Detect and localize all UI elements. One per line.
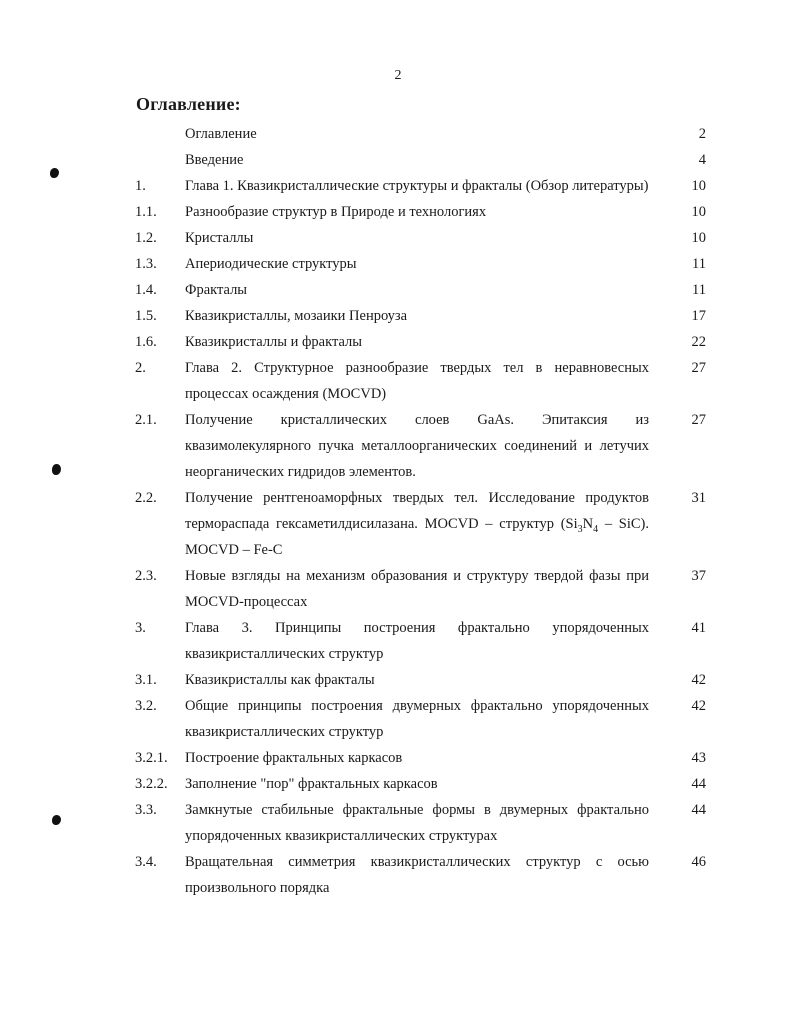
- toc-entry-page: 46: [691, 854, 706, 870]
- toc-entry-number: 1.3.: [135, 256, 157, 272]
- toc-entry-number: 1.2.: [135, 230, 157, 246]
- toc-entry-number: 1.: [135, 178, 146, 194]
- page-number: 2: [394, 68, 402, 83]
- toc-entry-page: 10: [691, 178, 706, 194]
- toc-entry-title: Заполнение "пор" фрактальных каркасов: [185, 776, 438, 792]
- toc-entry-number: 3.2.1.: [135, 750, 168, 766]
- toc-entry-page: 10: [691, 230, 706, 246]
- toc-entry-title: Новые взгляды на механизм образования и структуру твердой фазы при MOCVD-процессах: [185, 568, 649, 610]
- toc-entry: [0, 173, 796, 199]
- toc-entry: [0, 849, 796, 901]
- toc-entry-title: Глава 1. Квазикристаллические структуры и фракталы (Обзор литературы): [185, 178, 649, 194]
- toc-entry-title: Замкнутые стабильные фрактальные формы в двумерных фрактально упорядоченных квазикристаллических структурах: [185, 802, 649, 844]
- toc-entry-page: 27: [691, 360, 706, 376]
- toc-entry-title: Глава 3. Принципы построения фрактально упорядоченных квазикристаллических структур: [185, 620, 649, 662]
- toc-entry-number: 1.1.: [135, 204, 157, 220]
- toc-entry: [0, 147, 796, 173]
- toc-entry-number: 3.2.2.: [135, 776, 168, 792]
- toc-entry-page: 11: [692, 256, 706, 272]
- toc-entry: [0, 693, 796, 745]
- toc-entry-number: 3.2.: [135, 698, 157, 714]
- toc-entry-title: Квазикристаллы, мозаики Пенроуза: [185, 308, 408, 324]
- toc-entry: [0, 329, 796, 355]
- toc-entry-page: 44: [691, 802, 706, 818]
- toc-entry: [0, 225, 796, 251]
- toc-entry-page: 10: [691, 204, 706, 220]
- toc-entry: [0, 355, 796, 407]
- toc-entry-number: 1.4.: [135, 282, 157, 298]
- toc-entry: [0, 563, 796, 615]
- toc-entry-title: Вращательная симметрия квазикристаллических структур с осью произвольного порядка: [185, 854, 649, 896]
- toc-entry: [0, 251, 796, 277]
- toc-entry: [0, 745, 796, 771]
- toc-entry: [0, 771, 796, 797]
- toc-entry-title: Квазикристаллы и фракталы: [185, 334, 363, 350]
- toc-entry-number: 2.: [135, 360, 146, 376]
- toc-entry-number: 3.1.: [135, 672, 157, 688]
- toc-entry-page: 4: [698, 152, 706, 168]
- toc-entry-number: 2.3.: [135, 568, 157, 584]
- toc-entry: [0, 121, 796, 147]
- toc-entry: [0, 485, 796, 563]
- toc-entry-title: Получение кристаллических слоев GaAs. Эпитаксия из квазимолекулярного пучка металлоорганических соединений и летучих неорганических гидридов элементов.: [185, 412, 649, 480]
- toc-entry-number: 3.4.: [135, 854, 157, 870]
- toc-entry: [0, 407, 796, 485]
- toc-entry-title: Глава 2. Структурное разнообразие твердых тел в неравновесных процессах осаждения (MOCVD): [185, 360, 649, 402]
- toc-entry: [0, 199, 796, 225]
- toc-entry: [0, 615, 796, 667]
- toc-entry-number: 1.6.: [135, 334, 157, 350]
- toc-entry-page: 42: [691, 698, 706, 714]
- toc-entry-title: Фракталы: [185, 282, 248, 298]
- toc-entry-page: 17: [691, 308, 706, 324]
- toc-entry-title: Квазикристаллы как фракталы: [185, 672, 375, 688]
- toc-entry: [0, 667, 796, 693]
- toc-entry: [0, 303, 796, 329]
- toc-entry-number: 1.5.: [135, 308, 157, 324]
- toc-entry-page: 37: [691, 568, 706, 584]
- toc-entry-number: 3.: [135, 620, 146, 636]
- toc-entry-title: Получение рентгеноаморфных твердых тел. Исследование продуктов термораспада гексаметилдисилазана. MOCVD – структур $(Si_3N_4 - SiC)$. MOCVD – Fe-C: [185, 490, 649, 558]
- toc-entry-page: 44: [691, 776, 706, 792]
- table-of-contents: [0, 121, 796, 901]
- toc-entry-page: 11: [692, 282, 706, 298]
- toc-entry-page: 31: [691, 490, 706, 506]
- toc-entry-page: 43: [691, 750, 706, 766]
- toc-entry-number: 3.3.: [135, 802, 157, 818]
- toc-entry: [0, 277, 796, 303]
- toc-entry-title: Оглавление: [185, 126, 257, 142]
- toc-entry-page: 2: [698, 126, 706, 142]
- toc-entry-title: Кристаллы: [185, 230, 254, 246]
- toc-entry-title: Апериодические структуры: [185, 256, 357, 272]
- toc-entry-page: 41: [691, 620, 706, 636]
- toc-entry: [0, 797, 796, 849]
- toc-entry-title: Введение: [185, 152, 244, 168]
- toc-entry-number: 2.1.: [135, 412, 157, 428]
- toc-entry-page: 22: [691, 334, 706, 350]
- toc-entry-title: Построение фрактальных каркасов: [185, 750, 403, 766]
- toc-entry-page: 42: [691, 672, 706, 688]
- toc-entry-title: Разнообразие структур в Природе и технологиях: [185, 204, 487, 220]
- toc-entry-number: 2.2.: [135, 490, 157, 506]
- toc-heading: Оглавление:: [136, 94, 241, 114]
- toc-entry-title: Общие принципы построения двумерных фрактально упорядоченных квазикристаллических структур: [185, 698, 649, 740]
- toc-entry-page: 27: [691, 412, 706, 428]
